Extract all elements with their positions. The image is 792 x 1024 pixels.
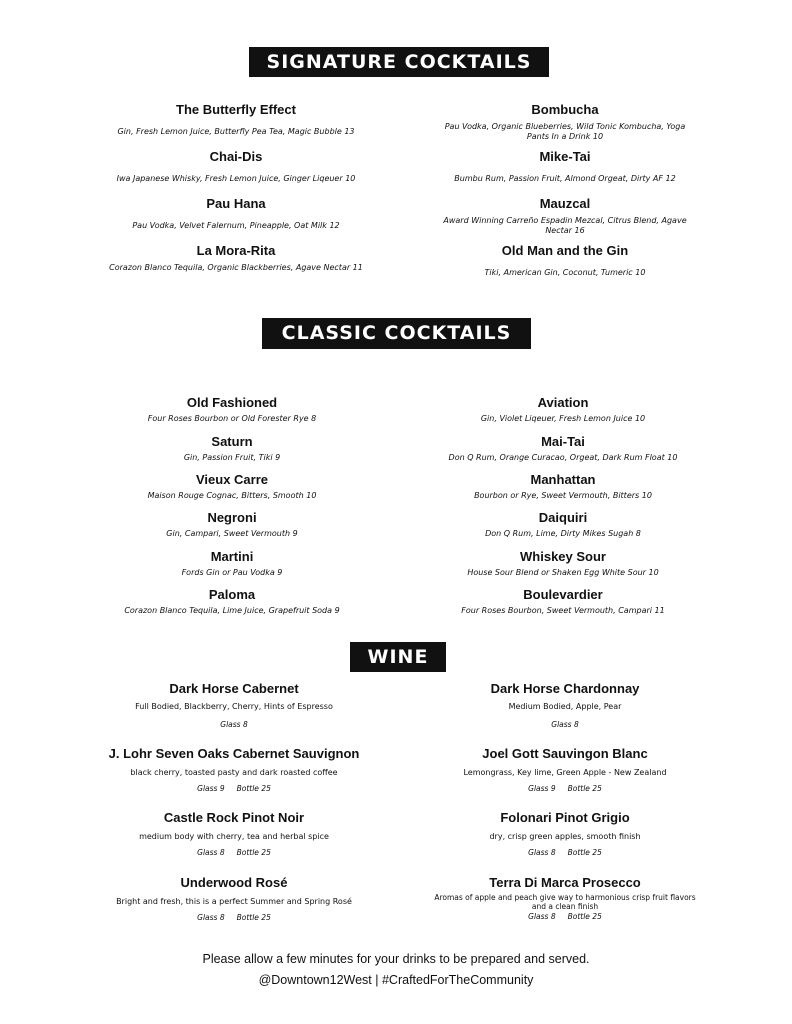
item-name: The Butterfly Effect <box>176 102 296 117</box>
glass-price: Glass 8 <box>528 848 556 857</box>
wine-description: medium body with cherry, tea and herbal spice <box>139 832 329 841</box>
item-name: Paloma <box>208 587 256 602</box>
wine-description: Bright and fresh, this is a perfect Summer and Spring Rosé <box>116 897 352 906</box>
item-name: Mauzcal <box>539 196 591 211</box>
item-description: Pau Vodka, Organic Blueberries, Wild Tonic Kombucha, Yoga Pants In a Drink 10 <box>444 122 686 141</box>
bottle-price: Bottle 25 <box>567 784 602 793</box>
menu-item <box>82 587 382 616</box>
wine-name: Underwood Rosé <box>180 875 288 890</box>
wine-price <box>84 913 384 923</box>
item-name: Mike-Tai <box>539 149 591 164</box>
menu-item <box>413 510 713 539</box>
menu-item <box>82 549 382 578</box>
glass-price: Glass 9 <box>528 784 556 793</box>
bottle-price: Bottle 25 <box>567 848 602 857</box>
item-description: Gin, Passion Fruit, Tiki 9 <box>183 453 281 462</box>
item-description: House Sour Blend or Shaken Egg White Sour 10 <box>467 568 659 577</box>
menu-item <box>82 395 382 424</box>
menu-item <box>82 472 382 501</box>
item-description: Pau Vodka, Velvet Falernum, Pineapple, Oat Milk 12 <box>132 221 340 230</box>
bottle-price: Bottle 25 <box>236 784 271 793</box>
wine-item <box>415 681 715 730</box>
item-description: Iwa Japanese Whisky, Fresh Lemon Juice, Ginger Liqeuer 10 <box>116 174 356 183</box>
wine-price <box>415 784 715 794</box>
glass-price: Glass 8 <box>197 848 225 857</box>
wine-name: Joel Gott Sauvingon Blanc <box>482 746 648 761</box>
menu-item <box>82 434 382 463</box>
item-description: Gin, Fresh Lemon Juice, Butterfly Pea Tea, Magic Bubble 13 <box>117 127 355 136</box>
wine-description: Medium Bodied, Apple, Pear <box>508 702 622 711</box>
menu-item <box>86 102 386 137</box>
wine-name: Dark Horse Cabernet <box>169 681 299 696</box>
wine-item <box>430 875 700 922</box>
item-description: Fords Gin or Pau Vodka 9 <box>181 568 283 577</box>
wine-price <box>430 912 700 922</box>
menu-item <box>413 434 713 463</box>
menu-item <box>86 196 386 231</box>
wine-price <box>415 848 715 858</box>
menu-item <box>86 149 386 184</box>
item-name: Daiquiri <box>538 510 588 525</box>
item-name: Mai-Tai <box>541 434 585 449</box>
item-name: Vieux Carre <box>195 472 269 487</box>
menu-item <box>413 549 713 578</box>
wine-item <box>84 810 384 858</box>
wine-description: Lemongrass, Key lime, Green Apple - New Zealand <box>463 768 667 777</box>
item-description: Corazon Blanco Tequila, Lime Juice, Grapefruit Soda 9 <box>124 606 340 615</box>
signature-cocktails-heading: SIGNATURE COCKTAILS <box>249 47 549 77</box>
wine-description: dry, crisp green apples, smooth finish <box>489 832 641 841</box>
menu-item <box>413 587 713 616</box>
wine-name: Castle Rock Pinot Noir <box>163 810 305 825</box>
wine-heading: WINE <box>350 642 446 672</box>
item-description: Gin, Campari, Sweet Vermouth 9 <box>166 529 298 538</box>
glass-price: Glass 8 <box>220 720 248 729</box>
item-name: Saturn <box>211 434 253 449</box>
item-name: Boulevardier <box>523 587 603 602</box>
item-description: Maison Rouge Cognac, Bitters, Smooth 10 <box>147 491 317 500</box>
item-description: Tiki, American Gin, Coconut, Tumeric 10 <box>484 268 646 277</box>
wine-price <box>69 784 399 794</box>
menu-item <box>415 196 715 236</box>
item-description: Four Roses Bourbon, Sweet Vermouth, Campari 11 <box>461 606 665 615</box>
menu-item <box>415 243 715 278</box>
wine-name: Folonari Pinot Grigio <box>500 810 630 825</box>
wine-price <box>84 720 384 730</box>
wine-description: Full Bodied, Blackberry, Cherry, Hints of Espresso <box>135 702 333 711</box>
item-name: Chai-Dis <box>209 149 263 164</box>
item-name: Aviation <box>537 395 589 410</box>
wine-item <box>69 746 399 794</box>
item-name: Bombucha <box>531 102 599 117</box>
wine-item <box>84 875 384 923</box>
menu-item <box>413 472 713 501</box>
item-name: Whiskey Sour <box>520 549 606 564</box>
item-name: Manhattan <box>530 472 596 487</box>
item-name: Pau Hana <box>206 196 266 211</box>
item-name: Old Fashioned <box>186 395 278 410</box>
menu-item <box>415 102 715 142</box>
item-description: Gin, Violet Liqeuer, Fresh Lemon Juice 10 <box>480 414 646 423</box>
item-description: Award Winning Carreño Espadin Mezcal, Citrus Blend, Agave Nectar 16 <box>443 216 687 235</box>
wine-item <box>415 810 715 858</box>
wine-name: Terra Di Marca Prosecco <box>489 875 641 890</box>
wine-item <box>415 746 715 794</box>
item-description: Bourbon or Rye, Sweet Vermouth, Bitters 10 <box>474 491 652 500</box>
wine-description: Aromas of apple and peach give way to harmonious crisp fruit flavors and a clean finish <box>434 893 696 911</box>
footer-social: @Downtown12West | #CraftedForTheCommunity <box>258 973 534 987</box>
glass-price: Glass 8 <box>551 720 579 729</box>
menu-item <box>82 510 382 539</box>
wine-name: Dark Horse Chardonnay <box>490 681 640 696</box>
item-description: Four Roses Bourbon or Old Forester Rye 8 <box>147 414 317 423</box>
wine-description: black cherry, toasted pasty and dark roasted coffee <box>130 768 338 777</box>
wine-price <box>84 848 384 858</box>
item-name: La Mora-Rita <box>196 243 276 258</box>
classic-cocktails-heading: CLASSIC COCKTAILS <box>262 318 531 349</box>
menu-item <box>86 243 386 273</box>
wine-price <box>415 720 715 730</box>
bottle-price: Bottle 25 <box>567 912 602 921</box>
item-description: Bumbu Rum, Passion Fruit, Almond Orgeat, Dirty AF 12 <box>454 174 676 183</box>
glass-price: Glass 8 <box>197 913 225 922</box>
glass-price: Glass 8 <box>528 912 556 921</box>
wine-item <box>84 681 384 730</box>
wine-name: J. Lohr Seven Oaks Cabernet Sauvignon <box>108 746 360 761</box>
footer-note: Please allow a few minutes for your drinks to be prepared and served. <box>202 952 590 966</box>
item-name: Negroni <box>207 510 257 525</box>
glass-price: Glass 9 <box>197 784 225 793</box>
item-description: Don Q Rum, Orange Curacao, Orgeat, Dark Rum Float 10 <box>448 453 678 462</box>
item-name: Old Man and the Gin <box>501 243 629 258</box>
item-description: Corazon Blanco Tequila, Organic Blackberries, Agave Nectar 11 <box>109 263 363 272</box>
bottle-price: Bottle 25 <box>236 913 271 922</box>
menu-item <box>415 149 715 184</box>
bottle-price: Bottle 25 <box>236 848 271 857</box>
menu-item <box>413 395 713 424</box>
item-name: Martini <box>210 549 254 564</box>
item-description: Don Q Rum, Lime, Dirty Mikes Sugah 8 <box>485 529 641 538</box>
